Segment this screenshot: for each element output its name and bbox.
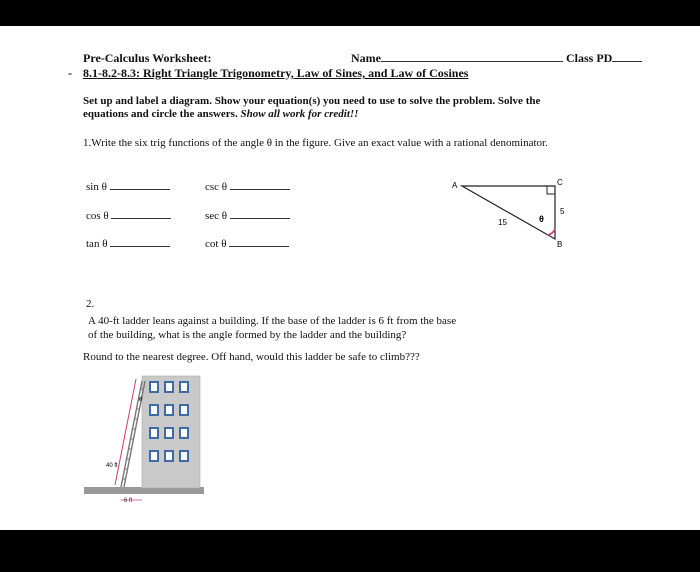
name-blank[interactable]	[381, 61, 563, 62]
cot-blank[interactable]	[229, 246, 289, 247]
name-label: Name	[351, 51, 381, 65]
cos-label: cos θ	[86, 210, 109, 222]
csc-answer	[205, 181, 290, 193]
question-2-line-2: of the building, what is the angle formed by the ladder and the building?	[88, 329, 407, 341]
question-2-number: 2.	[86, 298, 95, 310]
worksheet-subtitle: 8.1-8.2-8.3: Right Triangle Trigonometry, Law of Sines, and Law of Cosines	[83, 66, 469, 80]
tan-answer	[86, 238, 170, 250]
cot-answer	[205, 238, 289, 250]
hypotenuse-label: 15	[498, 218, 507, 227]
name-field	[351, 51, 563, 66]
base-distance-label: 6 ft	[124, 498, 133, 504]
worksheet-title: Pre-Calculus Worksheet:	[83, 51, 212, 65]
csc-blank[interactable]	[230, 189, 290, 190]
sin-label: sin θ	[86, 181, 107, 193]
class-blank[interactable]	[612, 61, 642, 62]
csc-label: csc θ	[205, 181, 228, 193]
class-label: Class PD	[566, 51, 613, 65]
question-2-line-3: Round to the nearest degree. Off hand, would this ladder be safe to climb???	[83, 351, 420, 363]
sec-answer	[205, 210, 290, 222]
subtitle-bullet: -	[68, 66, 72, 80]
sec-blank[interactable]	[230, 218, 290, 219]
vertex-a-label: A	[452, 181, 458, 190]
question-2-line-1: A 40-ft ladder leans against a building. If the base of the ladder is 6 ft from the base	[88, 315, 457, 327]
right-triangle-figure	[450, 176, 580, 251]
right-angle-marker	[547, 186, 555, 194]
vertex-b-label: B	[557, 240, 563, 249]
cos-answer	[86, 210, 171, 222]
instructions-line-2	[83, 108, 358, 120]
cot-label: cot θ	[205, 238, 227, 250]
tan-blank[interactable]	[110, 246, 170, 247]
class-field	[566, 51, 642, 66]
instructions-emphasis: Show all work for credit!!	[240, 108, 359, 120]
sin-answer	[86, 181, 170, 193]
question-1-prompt: 1.Write the six trig functions of the angle θ in the figure. Give an exact value with a rational denominator.	[83, 137, 548, 149]
ladder-length-label: 40 ft	[106, 463, 118, 469]
angle-arc	[547, 229, 555, 235]
sec-label: sec θ	[205, 210, 228, 222]
cos-blank[interactable]	[111, 218, 171, 219]
ladder-angle-label: θ	[139, 397, 143, 403]
side-bc-label: 5	[560, 207, 565, 216]
instructions-plain: equations and circle the answers.	[83, 108, 238, 120]
instructions-line-1: Set up and label a diagram. Show your equation(s) you need to use to solve the problem. Solve the	[83, 95, 541, 107]
sin-blank[interactable]	[110, 189, 170, 190]
ladder-building-figure	[84, 371, 209, 506]
triangle-shape	[462, 186, 555, 239]
tan-label: tan θ	[86, 238, 108, 250]
theta-label: θ	[539, 214, 544, 224]
vertex-c-label: C	[557, 178, 563, 187]
worksheet-page	[0, 26, 700, 530]
